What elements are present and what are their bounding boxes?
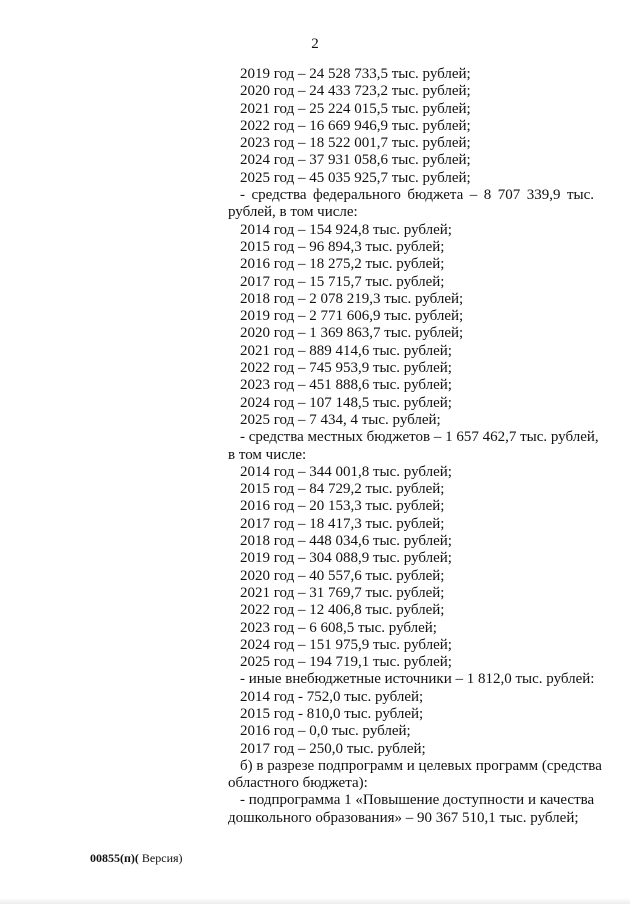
page-number: 2 bbox=[311, 36, 319, 52]
year-line: 2025 год – 7 434, 4 тыс. рублей; bbox=[240, 411, 441, 428]
year-line: 2017 год – 250,0 тыс. рублей; bbox=[240, 740, 426, 757]
year-line: 2018 год – 2 078 219,3 тыс. рублей; bbox=[240, 290, 464, 307]
footer-version: Версия) bbox=[138, 851, 183, 865]
year-line: 2021 год – 889 414,6 тыс. рублей; bbox=[240, 342, 452, 359]
year-line: 2019 год – 2 771 606,9 тыс. рублей; bbox=[240, 308, 464, 325]
year-line: 2022 год – 12 406,8 тыс. рублей; bbox=[240, 602, 445, 619]
year-line: 2014 год – 344 001,8 тыс. рублей; bbox=[240, 463, 452, 480]
year-line: 2014 год - 752,0 тыс. рублей; bbox=[240, 688, 424, 705]
year-line: 2025 год – 45 035 925,7 тыс. рублей; bbox=[240, 169, 471, 186]
year-line: 2014 год – 154 924,8 тыс. рублей; bbox=[240, 221, 452, 238]
year-line: 2022 год – 16 669 946,9 тыс. рублей; bbox=[240, 117, 471, 134]
year-line: 2015 год – 96 894,3 тыс. рублей; bbox=[240, 238, 445, 255]
year-line: 2015 год – 84 729,2 тыс. рублей; bbox=[240, 481, 445, 498]
year-line: 2020 год – 1 369 863,7 тыс. рублей; bbox=[240, 325, 464, 342]
year-line: 2023 год – 18 522 001,7 тыс. рублей; bbox=[240, 135, 471, 152]
document-body bbox=[228, 66, 602, 827]
subprogram-1-line-cont: дошкольного образования» – 90 367 510,1 тыс. рублей; bbox=[228, 809, 579, 826]
year-line: 2021 год – 25 224 015,5 тыс. рублей; bbox=[240, 100, 471, 117]
year-line: 2024 год – 151 975,9 тыс. рублей; bbox=[240, 636, 452, 653]
year-line: 2016 год – 18 275,2 тыс. рублей; bbox=[240, 256, 445, 273]
local-budget-heading: - средства местных бюджетов – 1 657 462,7 тыс. рублей, bbox=[240, 429, 599, 446]
year-line: 2019 год – 24 528 733,5 тыс. рублей; bbox=[240, 66, 471, 82]
federal-budget-heading: - средства федерального бюджета – 8 707 339,9 тыс. bbox=[240, 187, 594, 204]
year-line: 2020 год – 24 433 723,2 тыс. рублей; bbox=[240, 83, 471, 100]
year-line: 2020 год – 40 557,6 тыс. рублей; bbox=[240, 567, 445, 584]
year-line: 2023 год – 6 608,5 тыс. рублей; bbox=[240, 619, 437, 636]
year-line: 2018 год – 448 034,6 тыс. рублей; bbox=[240, 533, 452, 550]
year-line: 2024 год – 37 931 058,6 тыс. рублей; bbox=[240, 152, 471, 169]
footer-code: 00855(п)( bbox=[90, 851, 139, 865]
section-b-heading: б) в разрезе подпрограмм и целевых программ (средства bbox=[240, 757, 602, 774]
year-line: 2025 год – 194 719,1 тыс. рублей; bbox=[240, 654, 452, 671]
year-line: 2019 год – 304 088,9 тыс. рублей; bbox=[240, 550, 452, 567]
year-line: 2024 год – 107 148,5 тыс. рублей; bbox=[240, 394, 452, 411]
year-line: 2022 год – 745 953,9 тыс. рублей; bbox=[240, 360, 452, 377]
year-line: 2016 год – 0,0 тыс. рублей; bbox=[240, 723, 411, 740]
year-line: 2021 год – 31 769,7 тыс. рублей; bbox=[240, 584, 445, 601]
year-line: 2023 год – 451 888,6 тыс. рублей; bbox=[240, 377, 452, 394]
other-sources-heading: - иные внебюджетные источники – 1 812,0 тыс. рублей: bbox=[240, 671, 595, 688]
document-footer bbox=[90, 851, 183, 866]
year-line: 2017 год – 15 715,7 тыс. рублей; bbox=[240, 273, 445, 290]
year-line: 2016 год – 20 153,3 тыс. рублей; bbox=[240, 498, 445, 515]
year-line: 2015 год - 810,0 тыс. рублей; bbox=[240, 705, 424, 722]
section-b-heading-cont: областного бюджета): bbox=[228, 775, 368, 792]
scan-edge bbox=[0, 898, 630, 904]
federal-budget-heading-cont: рублей, в том числе: bbox=[228, 204, 358, 221]
subprogram-1-line: - подпрограмма 1 «Повышение доступности и качества bbox=[240, 792, 595, 809]
local-budget-heading-cont: в том числе: bbox=[228, 446, 307, 463]
year-line: 2017 год – 18 417,3 тыс. рублей; bbox=[240, 515, 445, 532]
